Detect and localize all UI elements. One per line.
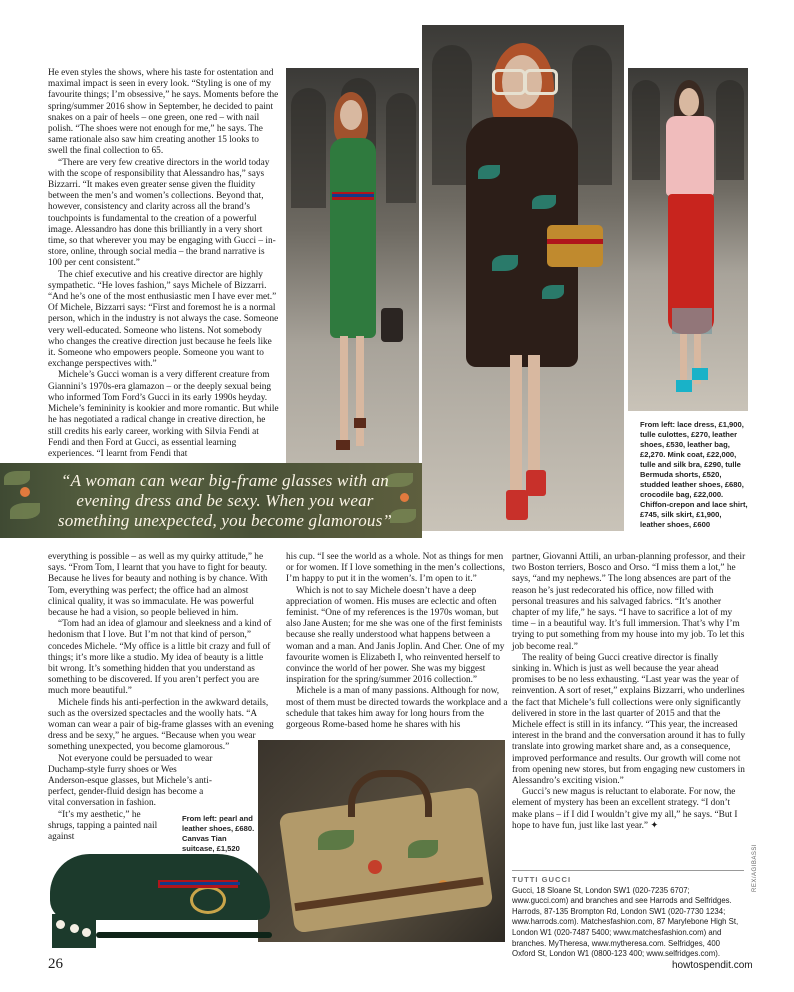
article-column-3 [512, 552, 746, 832]
caption-text: lace dress, £1,900, tulle culottes, £270, leather shoes, £530, leather bag, £2,270. Mink coat, £22,000, tulle and silk bra, £290, tulle Bermuda shorts, £520, studded leather shoes, £680, crocodile bag, £22,000. Chiffon-crepon and lace shirt, £745, silk skirt, £1,900, leather shoes, £600 [640, 420, 748, 529]
pull-quote: “A woman can wear big-frame glasses with an evening dress and be sexy. When you wear something unexpected, you become glamorous” [57, 471, 393, 530]
paragraph: He even styles the shows, where his taste for ostentation and maximal impact is seen in every look. “Styling is one of my favourite things; I’m obsessive,” he says. Moments before the spring/summer 2016 show in September, he decided to paint snakes on a pair of heels – one green, one red – with nail polish. “The shoes were not enough for me,” he says. The same rationale also saw him creating another 15 looks to swell the final collection to 65. [48, 68, 279, 157]
paragraph: his cup. “I see the world as a whole. Not as things for men or for women. If I love something in the men’s collections, I’m happy to put it in the women’s. I’m open to it.” [286, 552, 505, 585]
paragraph: “It’s my aesthetic,” he shrugs, tapping a painted nail against [48, 809, 158, 843]
paragraph: Gucci’s new magus is reluctant to elaborate. For now, the element of mystery has been an excellent strategy. “I don’t make plans – if I did I wouldn’t give my all,” he says. “But I hope to have fun, just like last year.” ✦ [512, 787, 738, 831]
suitcase-photo [258, 740, 505, 942]
paragraph: Michele’s Gucci woman is a very different creature from Giannini’s 1970s-era glamazon – or the deeply sexual being who informed Tom Ford’s Gucci in its early 1990s heyday. Michele’s femininity is kookier and more romantic. But while he has negotiated a radical change in creative direction, he still credits his early career, working with Silvia Fendi at Fendi and then Ford at Gucci, as essential learning experiences. “I learnt from Fendi that [48, 370, 279, 459]
caption-text: pearl and leather shoes, £680. Canvas Tian suitcase, £1,520 [182, 814, 255, 853]
stockists-heading: TUTTI GUCCI [512, 875, 572, 884]
caption-lead: From left: [640, 420, 676, 429]
runway-photo-red-skirt [628, 68, 748, 411]
caption-lead: From left: [182, 814, 218, 823]
photo-credit: REX/AGIBASSI [752, 843, 758, 892]
paragraph: Michele finds his anti-perfection in the awkward details, such as the oversized spectacles and the woolly hats. “A woman can wear a pair of big-frame glasses with an evening dress and be sexy,” he argues. “Because when you wear something unexpected, you become glamorous.” [48, 697, 274, 753]
loafer-photo [40, 840, 280, 950]
paragraph: everything is possible – as well as my quirky attitude,” he says. “From Tom, I learnt that you have to fight for beauty. Because he lives for beauty and nothing is by chance. With Tom, everything was perfect; the office had an almost clinical quality, it was so immaculate. He was powerful because he had a vision, so people believed in him. [48, 552, 268, 619]
paragraph: Which is not to say Michele doesn’t have a deep appreciation of women. His muses are eclectic and often feminist. “One of my references is the 1970s woman, but also Jane Austen; for me she was one of the first feminists because she really understood what happens between a woman and a man. And Janis Joplin. And Cher. One of my favourite women is Elizabeth I, who reinvented herself to convince the world of her power. She was my biggest inspiration for the spring/summer 2016 collection.” [286, 585, 505, 686]
shoes-caption [182, 814, 256, 854]
runway-photo-green-lace-dress [286, 68, 419, 530]
runway-caption [640, 420, 748, 530]
paragraph: “Tom had an idea of glamour and sleekness and a kind of hedonism that I love. But I’m not that kind of person,” concedes Michele. “My office is a little bit crazy and full of things; it’s more like a studio. My idea of beauty is a little bit wrong. It’s something hidden that you understand as something to be discovered. If you aren’t perfect you are much more beautiful.” [48, 619, 272, 697]
paragraph: The reality of being Gucci creative director is finally sinking in. Which is just as well because the year ahead promises to be no less exhausting. “Last year was the year of reinvention. A sort of reset,” explains Bizzarri, who underlines the fact that Michele’s full collections were only significantly delivered in store in the last quarter of 2015 and that the Michele effect is still in its infancy. “This year, the increased interest in the brand and the conversation around it has to fully translate into growing market share and, as a consequence, improved performance and results. Our growth will come not from opening new stores, but from engaging new customers in Alessandro’s exciting vision.” [512, 652, 746, 787]
paragraph: “There are very few creative directors in the world today with the scope of responsibility that Alessandro has,” says Bizzarri. “It makes even greater sense given the fluidity between the men’s and women’s collections. Beyond that, however, consistency and clarity across all the brand’s touchpoints is fundamental to the creation of a powerful image. Alessandro has done this brilliantly in a very short time, so that wherever you may be engaging with Gucci – in-store, online, through social media – the brand narrative is 100 per cent consistent.” [48, 157, 276, 269]
footer-site: howtospendit.com [672, 960, 753, 971]
article-column-2 [286, 552, 508, 731]
stockists-text: Gucci, 18 Sloane St, London SW1 (020-7235 6707; www.gucci.com) and branches and see Harrods and Selfridges. Harrods, 87-135 Brompton Rd, London SW1 (020-7730 1234; www.harrods.com). Matchesfashion.com, 87 Marylebone High St, London W1 (020-7487 5400; www.matchesfashion.com) and branches. MyTheresa, www.mytheresa.com. Selfridges, 400 Oxford St, London W1 (0800-123 400; www.selfridges.com). [512, 885, 739, 959]
paragraph: The chief executive and his creative director are highly sympathetic. “He loves fashion,” says Michele of Bizzarri. “And he’s one of the most enthusiastic men I have ever met.” Of Michele, Bizzarri says: “First and foremost he is a normal person, which in the industry is not always the case. Someone very well-educated. Someone who listens. Not somebody who changes the creative direction just because he feels like it. Someone who empowers people. Someone you want to exchange perspectives with.” [48, 269, 279, 370]
article-column-1-top [48, 68, 280, 460]
paragraph: Michele is a man of many passions. Although for now, most of them must be directed towards the workplace and a schedule that takes him away for long hours from the gorgeous Rome-based home he shares with his [286, 686, 508, 731]
paragraph: partner, Giovanni Attili, an urban-planning professor, and their two Boston terriers, Bosco and Orso. “I miss them a lot,” he says, “and my nephews.” The long absences are part of the reason he’s just redecorated his office, now filled with personal treasures and his salvaged fabrics. “It’s another chapter of my life,” he says. “I have to sacrifice a lot of my time – in a beautiful way. It’s full immersion. That’s why I’m trying to put something from my house into my job. To let this job become real.” [512, 552, 746, 652]
stockists-box [512, 870, 744, 960]
pull-quote-band [0, 463, 422, 538]
page-number: 26 [48, 956, 63, 972]
runway-photo-fur-coat [422, 25, 624, 531]
paragraph: Not everyone could be persuaded to wear Duchamp-style furry shoes or Wes Anderson-esque glasses, but Michele’s anti-perfect, gender-fluid design has become a vital conversation in fashion. [48, 753, 213, 809]
article-column-1-bottom [48, 552, 274, 843]
